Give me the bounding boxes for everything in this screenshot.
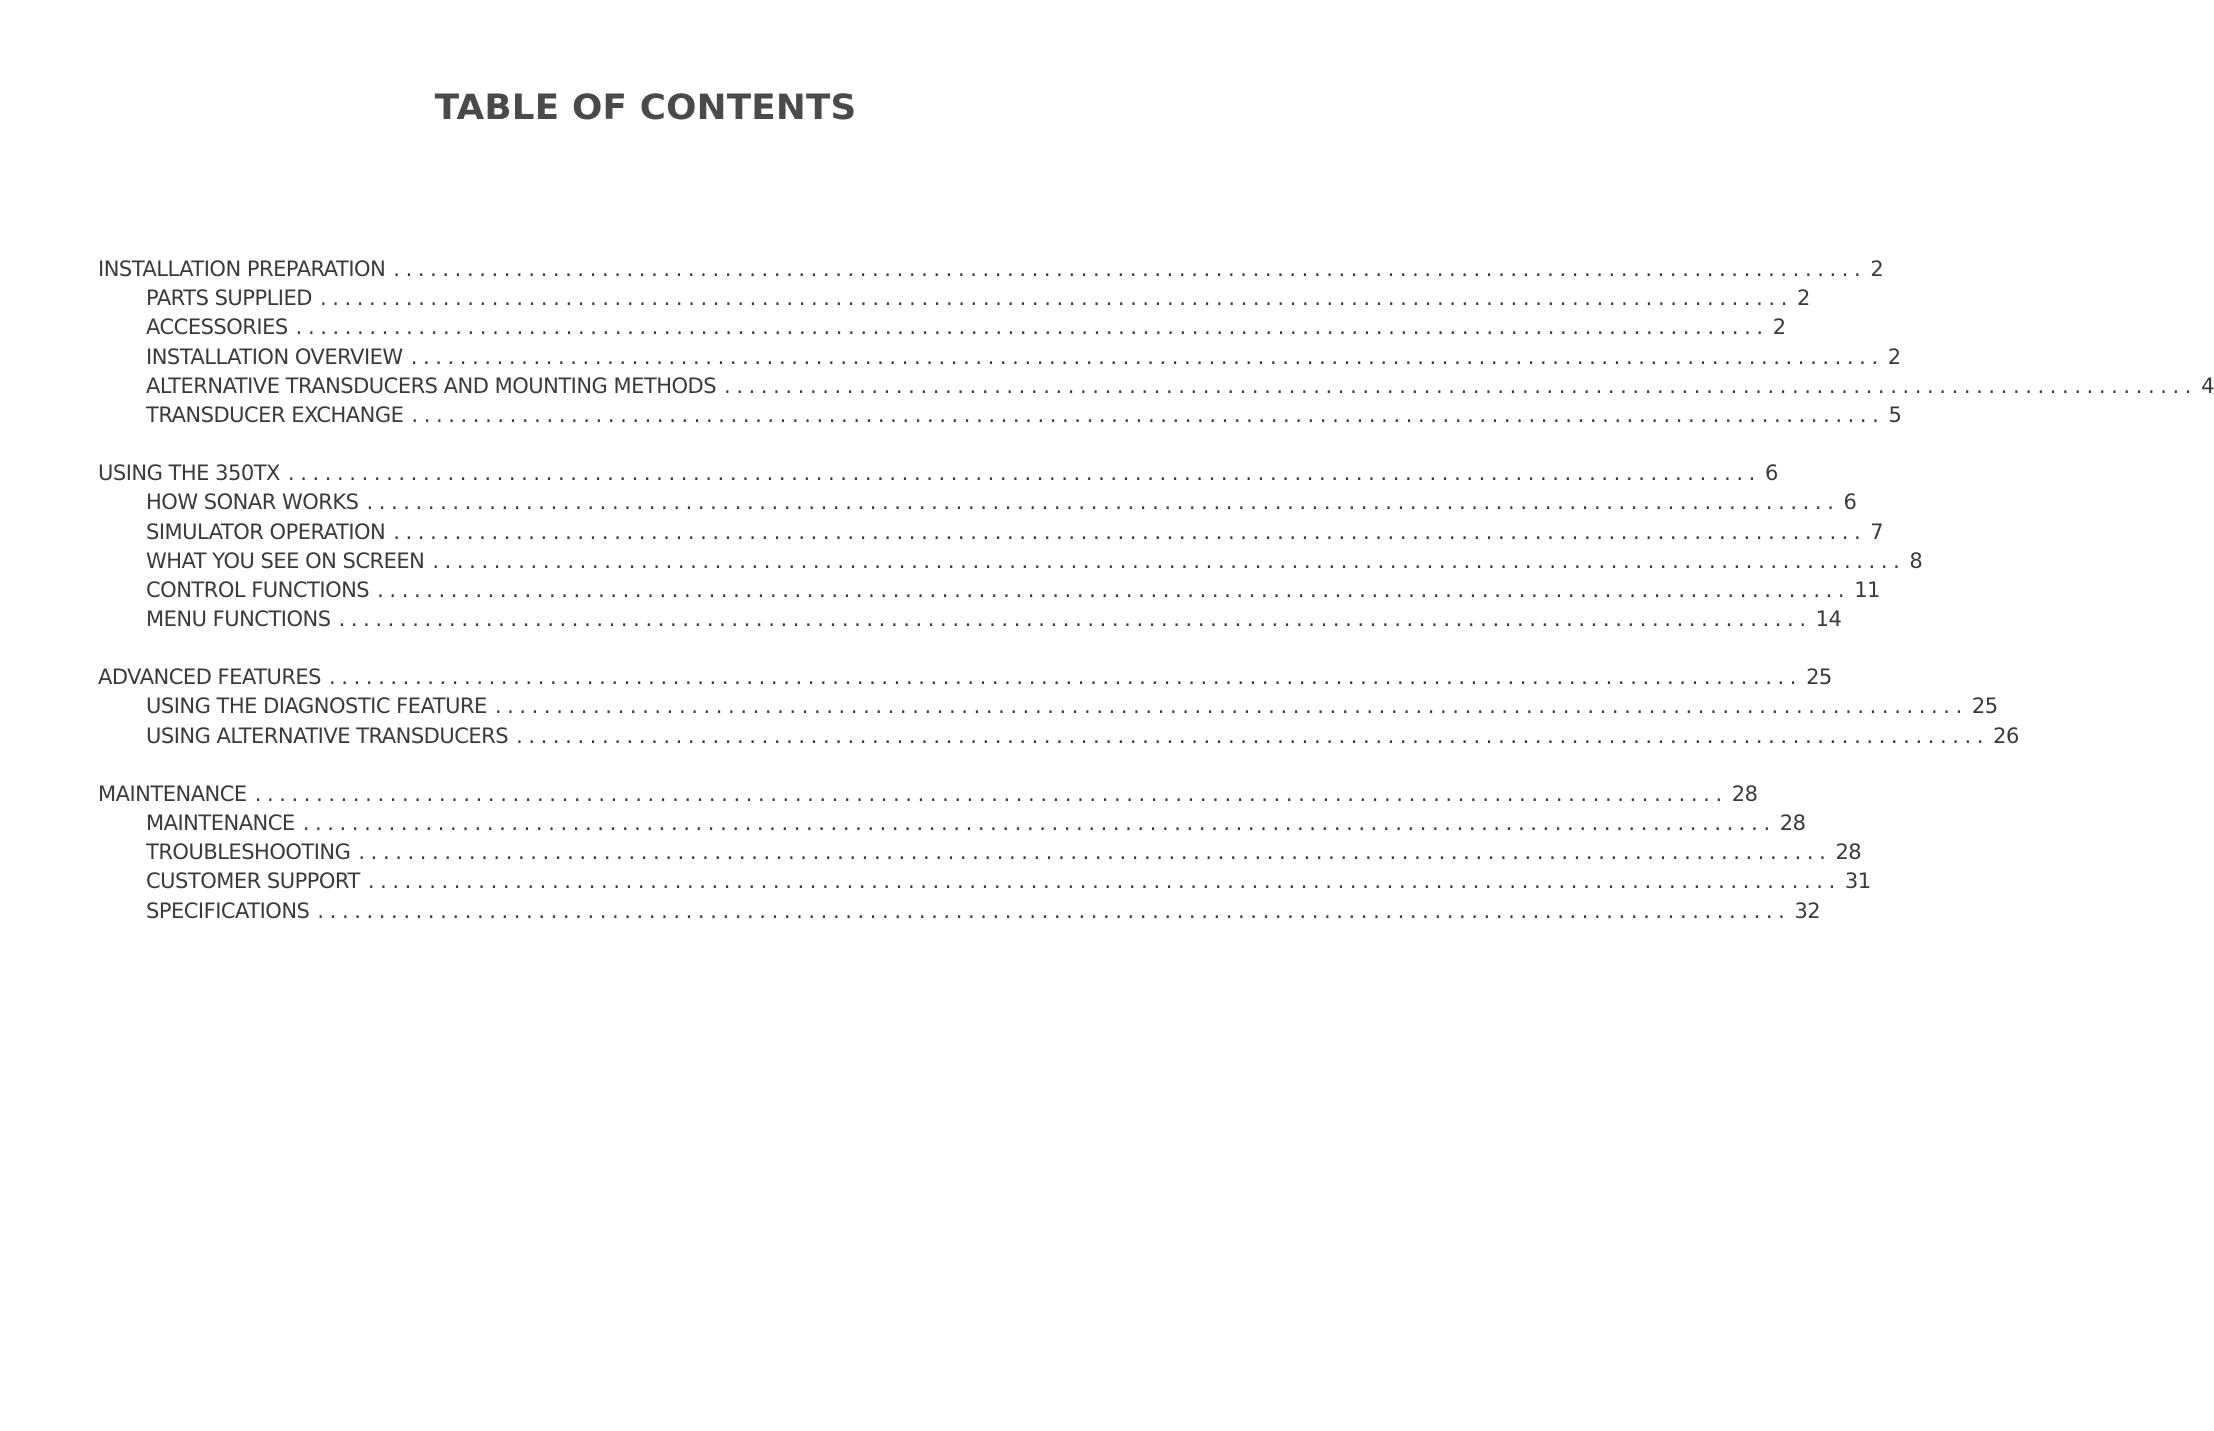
toc-entry-label: MAINTENANCE	[146, 811, 295, 835]
toc-heading[interactable]	[98, 780, 1758, 809]
dot-leader: ........................................................................................................................	[287, 461, 1761, 486]
toc-heading[interactable]	[98, 663, 1832, 692]
toc-entry-label: MAINTENANCE	[98, 781, 247, 806]
toc-entry-label: MENU FUNCTIONS	[146, 607, 331, 632]
toc-page-number: 4	[2201, 373, 2214, 398]
toc-page-number: 2	[1772, 315, 1786, 340]
dot-leader: ........................................................................................................................	[494, 694, 1968, 719]
toc-entry-label: TROUBLESHOOTING	[146, 840, 351, 865]
dot-leader: ........................................................................................................................	[516, 723, 1990, 748]
toc-page-number: 2	[1870, 257, 1884, 281]
dot-leader: ........................................................................................................................	[377, 577, 1851, 602]
toc-entry-label: INSTALLATION OVERVIEW	[146, 344, 403, 369]
dot-leader: ........................................................................................................................	[302, 811, 1776, 835]
toc-page-number: 31	[1844, 869, 1871, 894]
toc-item[interactable]	[98, 372, 2214, 401]
dot-leader: ........................................................................................................................	[338, 607, 1812, 632]
dot-leader: ........................................................................................................................	[393, 519, 1867, 544]
toc-entry-label: TRANSDUCER EXCHANGE	[146, 402, 404, 427]
toc-page-number: 11	[1854, 577, 1880, 602]
toc-entry-label: USING ALTERNATIVE TRANSDUCERS	[146, 723, 509, 748]
table-of-contents	[98, 255, 2214, 955]
dot-leader: ........................................................................................................................	[319, 286, 1793, 311]
toc-page-number: 14	[1815, 607, 1842, 632]
toc-heading[interactable]	[98, 255, 1884, 284]
toc-entry-label: SIMULATOR OPERATION	[146, 519, 386, 544]
toc-item[interactable]	[98, 838, 1862, 867]
toc-entry-label: PARTS SUPPLIED	[146, 286, 312, 311]
toc-page-number: 6	[1764, 461, 1778, 486]
toc-entry-label: SPECIFICATIONS	[146, 898, 310, 923]
dot-leader: ........................................................................................................................	[393, 257, 1867, 281]
toc-entry-label: INSTALLATION PREPARATION	[98, 257, 386, 281]
toc-page-number: 8	[1909, 548, 1923, 573]
toc-entry-label: ALTERNATIVE TRANSDUCERS AND MOUNTING METHODS	[146, 373, 717, 398]
toc-item[interactable]	[98, 576, 1880, 605]
toc-heading[interactable]	[98, 459, 1778, 488]
toc-page-number: 6	[1843, 490, 1857, 515]
toc-item[interactable]	[98, 343, 1901, 372]
toc-item[interactable]	[98, 605, 1842, 634]
dot-leader: ........................................................................................................................	[432, 548, 1906, 573]
toc-page-number: 5	[1888, 402, 1902, 427]
toc-section-installation-preparation	[98, 255, 2214, 430]
toc-page-number: 26	[1993, 723, 2019, 748]
toc-page-number: 28	[1731, 781, 1758, 806]
dot-leader: ........................................................................................................................	[329, 665, 1803, 690]
toc-entry-label: USING THE 350TX	[98, 461, 280, 486]
toc-item[interactable]	[98, 692, 1998, 721]
toc-item[interactable]	[98, 284, 1810, 313]
toc-page-number: 7	[1870, 519, 1884, 544]
toc-entry-label: USING THE DIAGNOSTIC FEATURE	[146, 694, 487, 719]
toc-page-number: 28	[1835, 840, 1862, 865]
toc-page-number: 2	[1797, 286, 1810, 311]
toc-item[interactable]	[98, 401, 1902, 430]
toc-page-number: 25	[1806, 665, 1832, 690]
dot-leader: ........................................................................................................................	[317, 898, 1791, 923]
dot-leader: ........................................................................................................................	[366, 490, 1840, 515]
page-title: TABLE OF CONTENTS	[434, 88, 856, 128]
toc-entry-label: CONTROL FUNCTIONS	[146, 577, 370, 602]
toc-item[interactable]	[98, 547, 1923, 576]
toc-section-advanced-features	[98, 663, 2019, 751]
toc-item[interactable]	[98, 488, 1857, 517]
toc-entry-label: CUSTOMER SUPPORT	[146, 869, 360, 894]
dot-leader: ........................................................................................................................	[358, 840, 1832, 865]
toc-page-number: 2	[1887, 344, 1901, 369]
toc-section-using-the-350tx	[98, 459, 1923, 634]
dot-leader: ........................................................................................................................	[410, 344, 1884, 369]
toc-item[interactable]	[98, 313, 1786, 342]
toc-page-number: 28	[1779, 811, 1806, 835]
toc-page-number: 32	[1794, 898, 1821, 923]
toc-item[interactable]	[98, 722, 2019, 751]
toc-item[interactable]	[98, 518, 1884, 547]
dot-leader: ........................................................................................................................	[254, 781, 1728, 806]
toc-entry-label: HOW SONAR WORKS	[146, 490, 359, 515]
dot-leader: ........................................................................................................................	[724, 373, 2198, 398]
toc-item[interactable]	[98, 809, 1806, 838]
toc-item[interactable]	[98, 867, 1871, 896]
toc-section-maintenance	[98, 780, 1871, 926]
toc-entry-label: ADVANCED FEATURES	[98, 665, 322, 690]
toc-entry-label: WHAT YOU SEE ON SCREEN	[146, 548, 425, 573]
toc-entry-label: ACCESSORIES	[146, 315, 288, 340]
dot-leader: ........................................................................................................................	[295, 315, 1769, 340]
toc-page-number: 25	[1971, 694, 1998, 719]
toc-item[interactable]	[98, 897, 1821, 926]
dot-leader: ........................................................................................................................	[411, 402, 1885, 427]
dot-leader: ........................................................................................................................	[367, 869, 1841, 894]
